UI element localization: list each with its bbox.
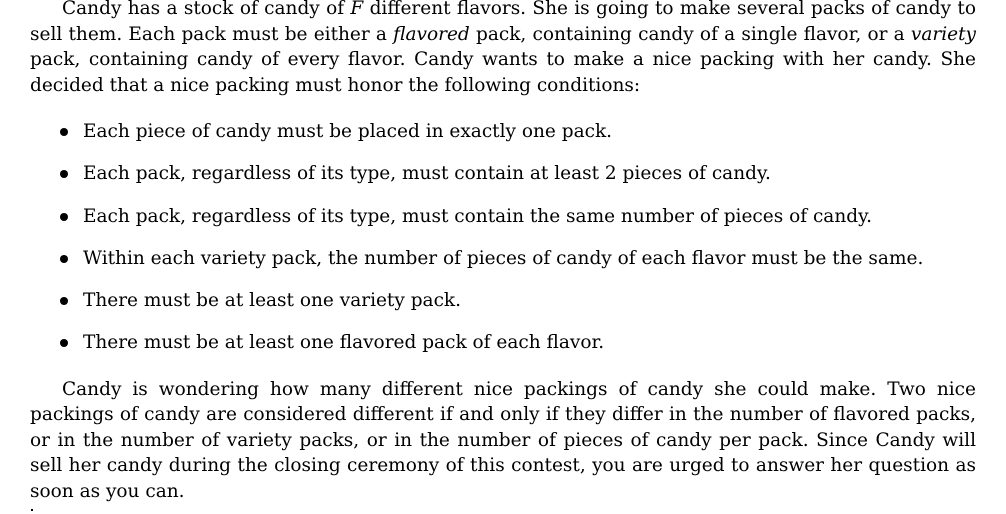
condition-item: [30, 330, 976, 355]
condition-text: Within each variety pack, the number of pieces of candy of each flavor must be the same.: [83, 247, 924, 269]
condition-item: [30, 246, 976, 271]
condition-item: [30, 119, 976, 144]
intro-text-1: Candy has a stock of candy of: [62, 0, 351, 19]
condition-text: There must be at least one variety pack.: [83, 290, 462, 312]
bullet-icon: [60, 128, 68, 136]
closing-paragraph: Candy is wondering how many different nice packings of candy she could make. Two nice packings of candy are considered different if and only if they differ in the number of flavored packs, or in the number of variety packs, or in the number of pieces of candy per pack. Since Candy will sell her candy during the closing ceremony of this contest, you are urged to answer her question as soon as you can.: [30, 378, 976, 502]
bullet-icon: [60, 170, 68, 178]
intro-text-2: different flavors. She is going to make several packs of candy to sell them. Each pack must be either a: [30, 0, 976, 45]
condition-text: Each pack, regardless of its type, must contain at least 2 pieces of candy.: [83, 163, 771, 185]
problem-statement: [30, 0, 976, 504]
condition-item: [30, 204, 976, 229]
term-flavored: flavored: [393, 23, 470, 45]
term-variety: variety: [910, 23, 976, 45]
condition-text: Each pack, regardless of its type, must contain the same number of pieces of candy.: [83, 205, 872, 227]
condition-item: [30, 161, 976, 186]
bullet-icon: [60, 213, 68, 221]
page-mark: [31, 509, 33, 511]
variable-f: F: [350, 0, 364, 19]
condition-text: There must be at least one flavored pack of each flavor.: [83, 332, 605, 354]
bullet-icon: [60, 255, 68, 263]
condition-item: [30, 288, 976, 313]
intro-text-3: pack, containing candy of a single flavor, or a: [469, 23, 911, 45]
bullet-icon: [60, 297, 68, 305]
bullet-icon: [60, 339, 68, 347]
condition-text: Each piece of candy must be placed in exactly one pack.: [83, 121, 613, 142]
intro-text-4: pack, containing candy of every flavor. Candy wants to make a nice packing with her candy. She decided that a nice packing must honor the following conditions:: [30, 49, 976, 96]
conditions-list: [30, 119, 976, 355]
intro-paragraph: [30, 0, 976, 98]
